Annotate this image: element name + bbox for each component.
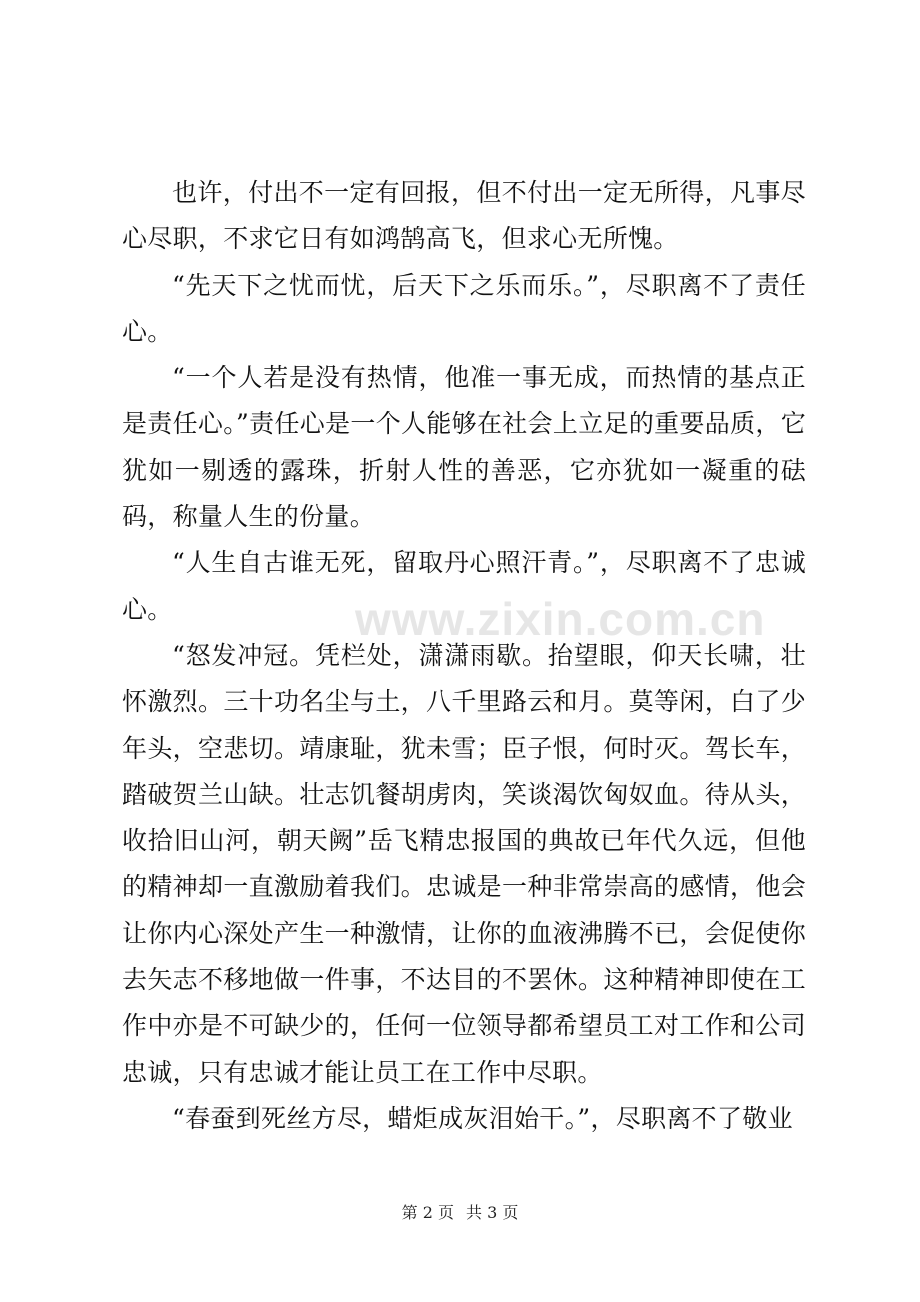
paragraph-4: “人生自古谁无死，留取丹心照汗青。”，尽职离不了忠诚心。	[122, 548, 806, 624]
page-number: 第 2 页	[401, 1203, 454, 1222]
page-total: 共 3 页	[466, 1203, 519, 1222]
paragraph-1: 也许，付出不一定有回报，但不付出一定无所得，凡事尽心尽职，不求它日有如鸿鹄高飞，但求心无所愧。	[122, 178, 806, 254]
page-footer	[0, 1200, 920, 1223]
paragraph-6: “春蚕到死丝方尽，蜡炬成灰泪始干。”，尽职离不了敬业	[172, 1103, 793, 1133]
paragraph-3: “一个人若是没有热情，他准一事无成，而热情的基点正是责任心。”责任心是一个人能够在社会上立足的重要品质，它犹如一剔透的露珠，折射人性的善恶，它亦犹如一凝重的砝码，称量人生的份量。	[122, 363, 806, 532]
watermark: www.zixin.com.cn	[355, 593, 766, 645]
paragraph-5: “怒发冲冠。凭栏处，潇潇雨歇。抬望眼，仰天长啸，壮怀激烈。三十功名尘与土，八千里路云和月。莫等闲，白了少年头，空悲切。靖康耻，犹未雪；臣子恨，何时灭。驾长车，踏破贺兰山缺。壮志饥餐胡虏肉，笑谈渴饮匈奴血。待从头，收拾旧山河，朝天阙”岳飞精忠报国的典故已年代久远，但他的精神却一直激励着我们。忠诚是一种非常崇高的感情，他会让你内心深处产生一种激情，让你的血液沸腾不已，会促使你去矢志不移地做一件事，不达目的不罢休。这种精神即使在工作中亦是不可缺少的，任何一位领导都希望员工对工作和公司忠诚，只有忠诚才能让员工在工作中尽职。	[122, 640, 806, 1087]
document-body	[122, 170, 806, 1142]
paragraph-2: “先天下之忧而忧，后天下之乐而乐。”，尽职离不了责任心。	[122, 270, 806, 346]
